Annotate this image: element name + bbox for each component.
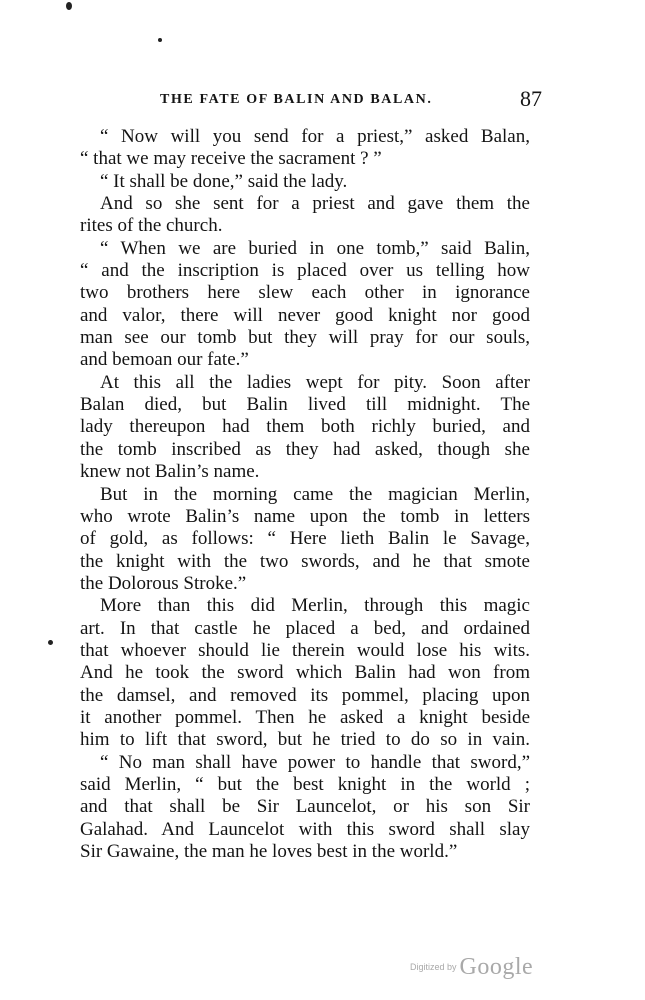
scan-speck: [158, 38, 162, 42]
page-number: 87: [520, 86, 542, 111]
text-line: him to lift that sword, but he tried to do so in vain.: [80, 729, 530, 751]
text-line: And so she sent for a priest and gave them the: [100, 193, 530, 215]
text-line: rites of the church.: [80, 215, 223, 237]
text-line: But in the morning came the magician Merlin,: [100, 483, 530, 505]
running-title: THE FATE OF BALIN AND BALAN.: [160, 92, 433, 107]
text-line: At this all the ladies wept for pity. Soon after: [100, 371, 530, 393]
text-line: of gold, as follows: “ Here lieth Balin le Savage,: [80, 528, 530, 550]
text-line: the damsel, and removed its pommel, placing upon: [80, 684, 530, 706]
text-line: and that shall be Sir Launcelot, or his son Sir: [80, 796, 530, 818]
text-line: and bemoan our fate.”: [80, 349, 249, 371]
text-line: “ When we are buried in one tomb,” said Balin,: [100, 237, 530, 259]
text-line: Balan died, but Balin lived till midnight. The: [80, 394, 530, 416]
text-line: that whoever should lie therein would lose his wits.: [80, 639, 530, 661]
text-line: the Dolorous Stroke.”: [80, 572, 247, 594]
scan-speck: [48, 640, 53, 645]
google-logo: Google: [459, 954, 534, 980]
text-line: And he took the sword which Balin had won from: [80, 662, 530, 684]
body-text: [80, 126, 530, 863]
text-line: “ No man shall have power to handle that sword,”: [100, 751, 530, 773]
running-head: [84, 86, 574, 114]
text-line: man see our tomb but they will pray for our souls,: [80, 327, 530, 349]
text-line: the knight with the two swords, and he that smote: [80, 550, 530, 572]
text-line: Galahad. And Launcelot with this sword shall slay: [80, 818, 530, 840]
text-line: and valor, there will never good knight nor good: [80, 304, 530, 326]
text-line: knew not Balin’s name.: [80, 461, 260, 483]
text-line: “ Now will you send for a priest,” asked Balan,: [100, 126, 530, 147]
text-line: “ It shall be done,” said the lady.: [100, 170, 348, 192]
text-line: two brothers here slew each other in ignorance: [80, 282, 530, 304]
text-line: art. In that castle he placed a bed, and ordained: [80, 617, 530, 639]
text-line: the tomb inscribed as they had asked, though she: [80, 438, 530, 460]
text-line: “ that we may receive the sacrament ? ”: [80, 148, 382, 170]
text-line: said Merlin, “ but the best knight in the world ;: [80, 773, 530, 795]
text-line: Sir Gawaine, the man he loves best in the world.”: [80, 841, 458, 862]
digitized-watermark: [410, 954, 533, 981]
text-line: More than this did Merlin, through this magic: [100, 595, 530, 617]
digitized-label: Digitized by: [410, 962, 457, 972]
text-line: “ and the inscription is placed over us telling how: [80, 260, 530, 282]
scan-speck: [66, 2, 72, 10]
text-line: who wrote Balin’s name upon the tomb in letters: [80, 505, 530, 527]
text-line: lady thereupon had them both richly buried, and: [80, 416, 530, 438]
text-line: it another pommel. Then he asked a knight beside: [80, 706, 530, 728]
